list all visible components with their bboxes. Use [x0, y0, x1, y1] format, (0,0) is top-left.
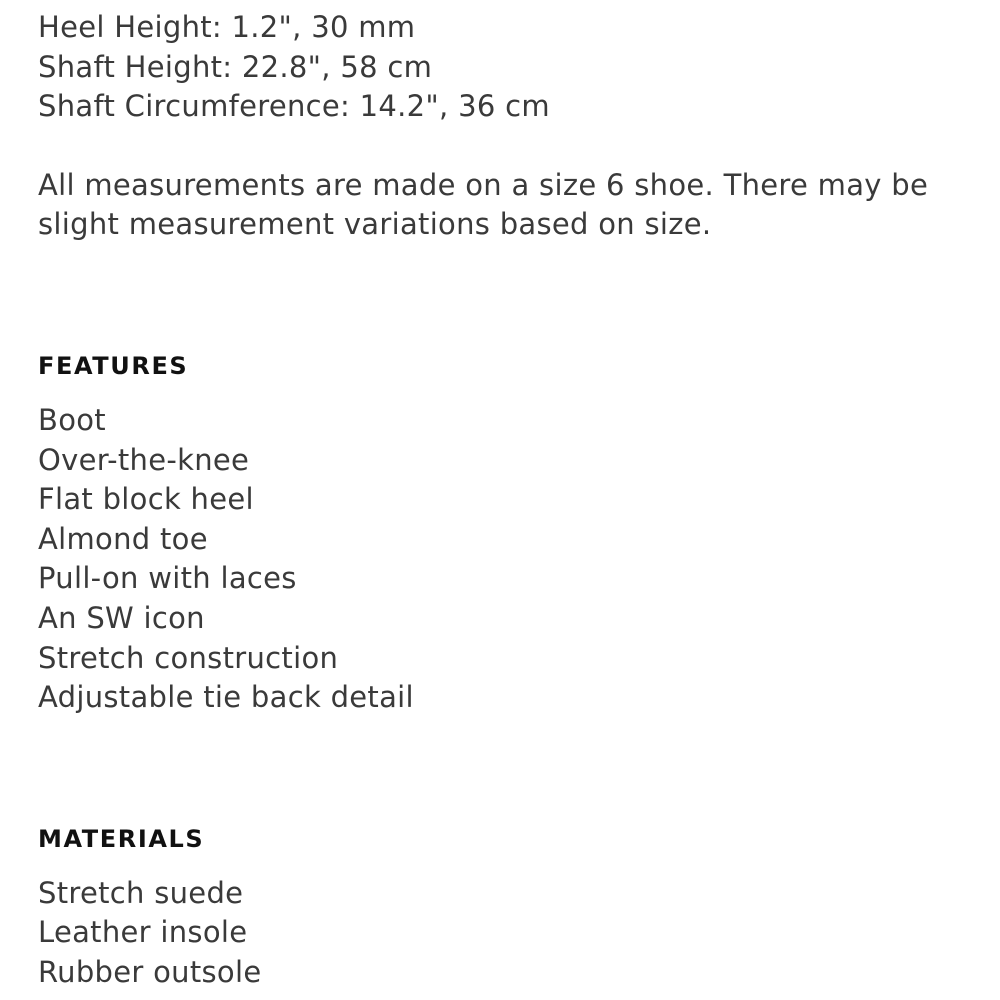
- features-heading: FEATURES: [38, 351, 189, 380]
- feature-item: Almond toe: [38, 521, 208, 556]
- measurement-shaft-circumference: Shaft Circumference: 14.2", 36 cm: [38, 89, 550, 124]
- material-item: Stretch suede: [38, 875, 244, 910]
- measurements-list: [38, 8, 968, 127]
- feature-item: Stretch construction: [38, 640, 339, 675]
- materials-list: [38, 874, 968, 993]
- measurement-shaft-height: Shaft Height: 22.8", 58 cm: [38, 49, 433, 84]
- feature-item: Over-the-knee: [38, 442, 250, 477]
- feature-item: Pull-on with laces: [38, 561, 297, 596]
- materials-heading: MATERIALS: [38, 824, 205, 853]
- material-item: Leather insole: [38, 915, 248, 950]
- feature-item: Boot: [38, 402, 106, 437]
- measurement-note-line-1: All measurements are made on a size 6 shoe. There may be: [38, 167, 929, 202]
- feature-item: An SW icon: [38, 600, 205, 635]
- measurement-heel-height: Heel Height: 1.2", 30 mm: [38, 10, 416, 44]
- material-item: Rubber outsole: [38, 954, 262, 989]
- product-details: [38, 8, 968, 993]
- feature-item: Adjustable tie back detail: [38, 680, 414, 715]
- feature-item: Flat block heel: [38, 482, 254, 517]
- features-list: [38, 401, 968, 718]
- measurement-note: [38, 166, 968, 245]
- measurement-note-line-2: slight measurement variations based on size.: [38, 207, 712, 242]
